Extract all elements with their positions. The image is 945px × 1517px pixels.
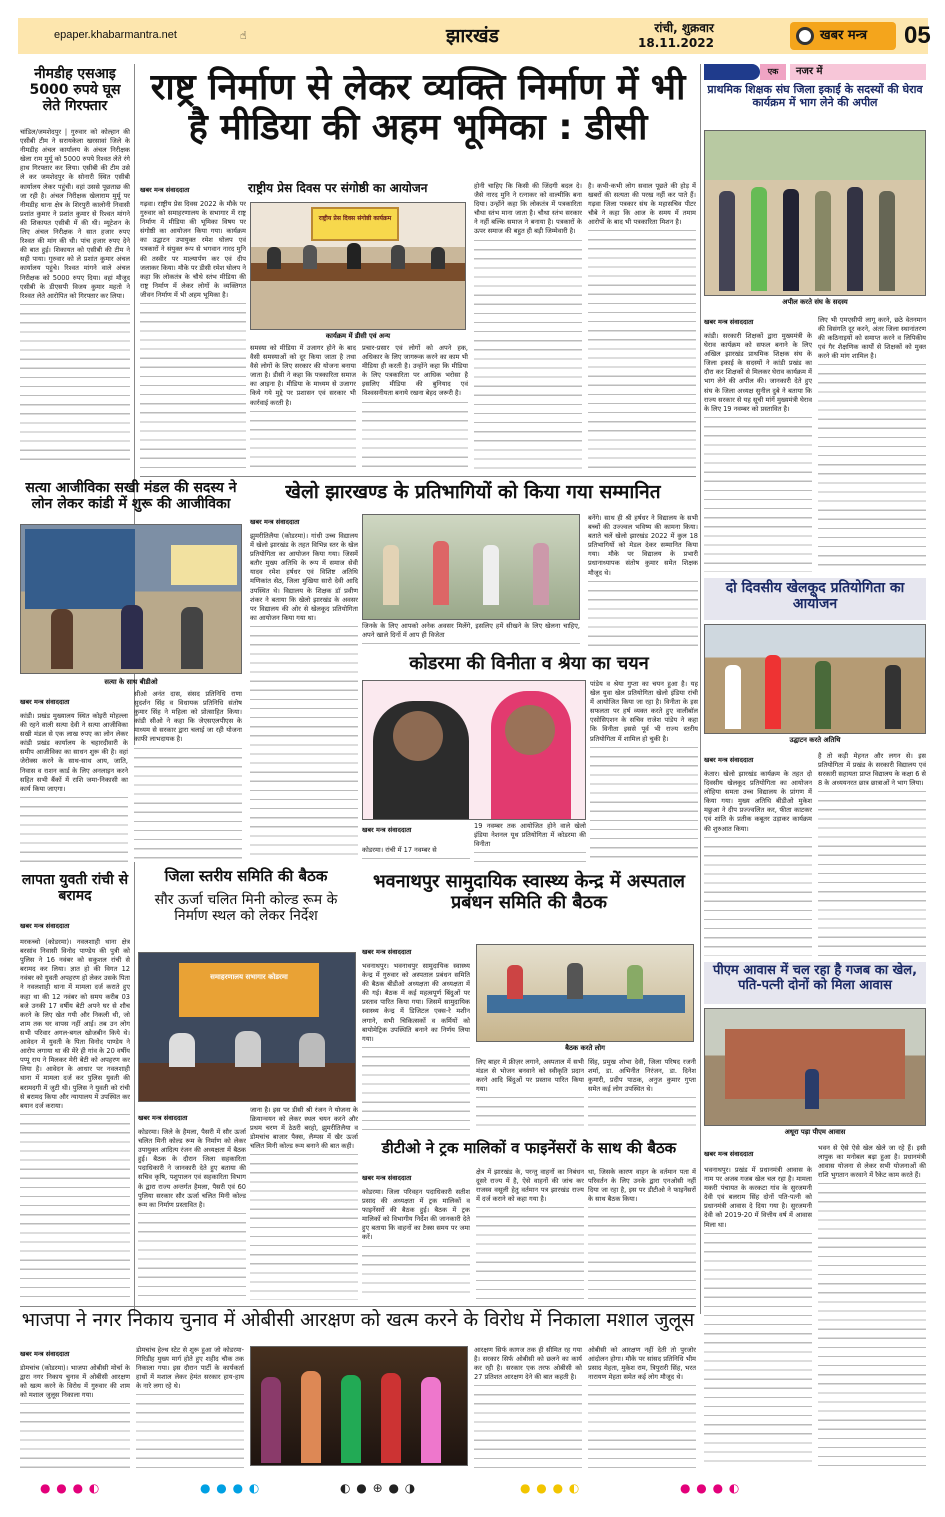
story-body: बनेंगे। साथ ही श्री हर्षधर ने विद्यालय के सभी बच्चों की उज्ज्वल भविष्य की कामना किया। बताते चलें खेलो झारखंड 2022 में कुल 18 प्रतिभागियों को मेडल देकर सम्मानित किया गया। मौके पर विद्यालय के प्रभारी प्रधानाध्यापक संतोष कुमार समेत शिक्षक मौजूद थे। [588, 514, 698, 650]
story-headline[interactable]: नीमडीह एसआइ 5000 रुपये घूस लेते गिरफ्तार [29, 66, 121, 115]
hall-banner: समाहरणालय सभागार कोडरमा [179, 963, 319, 1017]
print-registration-marks: ● ● ● ◐ [200, 1481, 261, 1495]
divider [140, 476, 696, 477]
story-headline[interactable]: डीटीओ ने ट्रक मालिकों व फाइनेंसरों के साथ की बैठक [381, 1139, 677, 1157]
story-body: केतार। खेलो झारखंड कार्यक्रम के तहत दो दिवसीय खेलकूद प्रतियोगिता का आयोजन लोहिया समता उच्च विद्यालय के प्रांगण में किया गया। मुख्य अतिथि बीडीओ मुकेश मछुआ ने दीप प्रज्ज्वलित कर, फीता काटकर एवं शांति के प्रतीक कबूतर उड़ाकर कार्यक्रम की शुरुआत किया। [704, 770, 812, 956]
story-body: जाना है। इस पर डीसी श्री रंजन ने योजना के क्रियान्वयन को लेकर स्थल चयन करने और प्रथम चरण में ठेठरी बरहो, झुमरीतिलैया व डोमचांच बाजार पैक्स, लैम्पस में खैर ऊर्जा चलित मिनी कोल्ड रूम बनाने की बात कही। [250, 1106, 358, 1300]
group-photo [704, 130, 926, 296]
photo-caption: कार्यक्रम में डीसी एवं अन्य [325, 332, 391, 340]
story-body: होनी चाहिए कि किसी की जिंदगी बदल दे। जैसे नारद मुनि ने रत्नाकर को वाल्मीकि बना दिया। उन्होंने कहा कि लोकतंत्र में पत्रकारिता चौथा स्तंभ माना जाता है। चौथा स्तंभ सरकार ने नहीं बल्कि समाज ने बनाया है। पत्रकारों के ऊपर समाज की बहुत ही बड़ी जिम्मेवारी है। [474, 182, 582, 472]
byline: खबर मन्त्र संवाददाता [362, 1174, 412, 1182]
photo-caption: बैठक करते लोग [565, 1044, 605, 1052]
story-body: आरक्षण सिर्फ कागज तक ही सीमित रह गया है। सरकार सिर्फ ओबीसी को छलने का कार्य कर रही है। सरकार एक तरफ ओबीसी को 27 प्रतिशत आरक्षण देने की बात कहती है। [474, 1346, 582, 1468]
byline: खबर मन्त्र संवाददाता [704, 318, 754, 326]
story-body: भवन से ऐसे ऐसे खेल खेले जा रहे हैं। इसी लापुक का मनोबल बढ़ा हुआ है। प्रधानमंत्री आवास योजना से लेकर सभी योजनाओं की राशि भुगतान करवाने में रैकेट काम करते हैं। [818, 1144, 926, 1466]
byline: खबर मन्त्र संवाददाता [138, 1114, 188, 1122]
issue-date: 18.11.2022 [638, 36, 714, 50]
story-headline[interactable]: भवनाथपुर सामुदायिक स्वास्थ्य केन्द्र में अस्पताल प्रबंधन समिति की बैठक [373, 871, 685, 913]
sub-headline: राष्ट्रीय प्रेस दिवस पर संगोष्ठी का आयोजन [248, 181, 428, 195]
story-body: 19 नवम्बर तक आयोजित होने वाले खेलो इंडिया नेशनल यूथ प्रतियोगिता में कोडरमा की विनीता [474, 822, 586, 862]
story-body: क्षेत्र में झारखंड के, परन्तु वाहनों का निबंधन दूसरे राज्य में है, ऐसे वाहनों की जांच कर राजस्व वसूली हेतु वर्तमान पत्र झारखंड राज्य में दर्ज कराने को कहा गया है। [476, 1168, 584, 1300]
story-body: भवनाथपुर। प्रखंड में प्रधानमंत्री आवास के नाम पर अजब गजब खेल चल रहा है। मामला मकरी पंचायत के करकटा गांव के सुरजमनी देवी एवं बलराम सिंह दोनों पति-पत्नी को प्रधानमंत्री आवास दे दिया गया है। सुरजमनी देवी को 2019-20 में वित्तीय वर्ष में आवास मिला था। [704, 1166, 812, 1466]
byline: खबर मन्त्र संवाददाता [20, 1350, 70, 1358]
brand-logo-icon [796, 27, 814, 45]
house-photo [704, 1008, 926, 1126]
story-body: जिनके के लिए आपको अनेक अवसर मिलेंगे, इसलिए हमें सीखने के लिए खेलना चाहिए, अपने खाले दिनों में आप ही विजेता [362, 622, 580, 648]
story-headline[interactable]: खेलो झारखण्ड के प्रतिभागियों को किया गया सम्मानित [285, 481, 661, 503]
meeting-photo [138, 952, 356, 1102]
photo-caption: उद्घाटन करते अतिथि [789, 736, 841, 744]
story-body: समस्या को मीडिया में उजागर होने के बाद वैसी समस्याओं को दूर किया जाता है तथा वैसे लोगों के लिए सरकार की योजना बनाया जाता है। डीसी ने कहा कि पत्रकारिता समाज का आइना है। मीडिया के माध्यम से उजागर किये गये मुद्दे पर प्रशासन एवं सरकार भी कार्रवाई करती है। [250, 344, 356, 472]
site-url[interactable]: epaper.khabarmantra.net [54, 29, 177, 41]
ek-tag: एक [760, 64, 786, 80]
story-body: लिए भी एमएसीपी लागू करने, छठे वेतनमान की विसंगति दूर करने, अंतर जिला स्थानांतरण की कठिनाइयों को समाप्त करने व लिपिकीय एवं गैर शैक्षणिक कार्यों से शिक्षकों को मुक्त करने की मांग शामिल है। [818, 316, 926, 572]
section-tag: नजर में [790, 64, 926, 80]
column-rule [700, 64, 701, 1314]
photo-caption: अपील करते संघ के सदस्य [782, 298, 848, 306]
event-photo [250, 202, 466, 330]
award-photo [362, 514, 580, 620]
print-registration-marks: ● ● ● ◐ [520, 1481, 581, 1495]
byline: खबर मन्त्र संवाददाता [20, 698, 70, 706]
photo-caption: अधूरा पड़ा पीएम आवास [784, 1128, 846, 1136]
cursor-icon: ☝ [240, 29, 247, 42]
print-registration-marks: ● ● ● ◐ [680, 1481, 741, 1495]
lead-headline[interactable]: राष्ट्र निर्माण से लेकर व्यक्ति निर्माण में भी है मीडिया की अहम भूमिका : डीसी [150, 67, 686, 148]
masthead [18, 18, 931, 54]
story-body: गढ़वा। राष्ट्रीय प्रेस दिवस 2022 के मौके पर गुरुवार को समाहरणालय के सभागार में राष्ट्र निर्माण में मीडिया की भूमिका विषय पर संगोष्ठी का आयोजन किया गया। कार्यक्रम का उद्घाटन उपायुक्त रमेश घोलप एवं पत्रकारों ने संयुक्त रूप से भगवान नारद मुनि की तस्वीर पर माल्यार्पण कर एवं दीप जलाकर किया। मौके पर डीसी रमेश घोलप ने कहा कि लोकतंत्र के चौथे स्तंभ मीडिया की राष्ट्र निर्माण में लेकर लोगों के व्यक्तिगत जीवन निर्माण में भी अहम भूमिका है। [140, 200, 246, 470]
byline: खबर मन्त्र संवाददाता [362, 948, 412, 956]
story-headline[interactable]: कोडरमा की विनीता व श्रेया का चयन [409, 653, 649, 674]
story-headline[interactable]: प्राथमिक शिक्षक संघ जिला इकाई के सदस्यों की घेराव कार्यक्रम में भाग लेने की अपील [707, 83, 923, 109]
story-headline[interactable]: लापता युवती रांची से बरामद [21, 872, 129, 905]
story-body: कोडरमा। रांची में 17 नवम्बर से [362, 846, 470, 862]
sports-photo [704, 624, 926, 734]
story-body: भवनाथपुर। भवनाथपुर सामुदायिक स्वास्थ्य केन्द्र में गुरुवार को अस्पताल प्रबंधन समिति की बैठक बीडीओ अध्यक्षता की अध्यक्षता में की गई। बैठक में कई महत्वपूर्ण बिंदुओं पर प्रस्ताव पारित किया गया। जिसमें सामुदायिक स्वास्थ्य केन्द्र में डिजिटल एक्स-रे मशीन लगाने, सभी चिकित्सकों व कर्मियों को बायोमेट्रिक उपस्थिति बनाने का निर्णय लिया गया। [362, 962, 470, 1132]
column-rule [134, 64, 135, 1314]
photo-caption: सत्या के साथ बीडीओ [104, 678, 158, 686]
story-body: कांडी। सरकारी शिक्षकों द्वारा मुख्यमंत्री के घेराव कार्यक्रम को सफल बनाने के लिए अखिल झारखंड प्राथमिक शिक्षक संघ के जिला इकाई के सदस्यों ने कांडी प्रखंड का दौरा कर शिक्षकों से मिलकर घेराव कार्यक्रम में भाग लेने की अपील की। जानकारी देते हुए संघ के जिला अध्यक्ष सुनील दुबे ने बताया कि राज्य सरकार से यह सूची मांगें मुख्यमंत्री घेराव के लिए 19 नवम्बर को प्रस्तावित है। [704, 332, 812, 572]
dateline [638, 21, 714, 51]
story-headline[interactable]: भाजपा ने नगर निकाय चुनाव में ओबीसी आरक्षण को खत्म करने के विरोध में निकाला मशाल जुलूस [21, 1309, 695, 1331]
event-banner: राष्ट्रीय प्रेस दिवस संगोष्ठी कार्यक्रम [311, 207, 399, 241]
story-body: झुमरीतिलैया (कोडरमा)। गांधी उच्च विद्यालय में खेलो झारखंड के तहत विभिन्न स्तर के खेल प्रतियोगिता का आयोजन किया गया। जिसमें बतौर मुख्य अतिथि के रूप में समाज सेवी यादव रमेश हर्षधर एवं विशिष्ट अतिथि मणिकांत सेठ, जिला मुखिया सारो देवी आदि उपस्थित थे। विद्यालय के शिक्षक डॉ प्रवीण शंकर ने बताया कि खेलो झारखंड के अवसर पर विद्यालय की ओर से खेलकूद प्रतियोगिता का आयोजन किया गया था। [250, 532, 358, 862]
story-body: सिंह, प्रमुख शोभा देवी, जिला परिषद रजनी शर्मा, डा. अभिनीत निरंजन, डा. दिनेश कुमारी, प्रदीप पाठक, अनुज कुमार गुप्ता समेत कई लोग उपस्थित थे। [588, 1058, 696, 1132]
story-body: मरकच्चो (कोडरमा)। नवलशाही थाना क्षेत्र बरसांव निवासी विनोद पाण्डेय की पुत्री को पुलिस ने 16 नवंबर को सकुशल रांची से बरामद कर लिया। ज्ञात हो की विगत 12 नवंबर को युवती अपहरण हो लेकर उसके पिता ने नवलशाही थाना में मामला दर्ज कराते हुए कहा था की 12 नवंबर को समय करीब 03 बजे उनकी 17 वर्षीय बेटी अपने घर से शौच करने के लिए खेत गयी और निकली थी, जो शाम तक घर वापस नहीं आई। तब उन लोग सभी परिवार अगल-बगल खोजबीन किये थे। आवेदन में युवती के पिता विनोद पाण्डेय ने आरोप लगाया था की मेरे ही गांव के 20 वर्षीय पप्पू राय ने मिलकर मेरी बेटी को अपहरण कर लिया है। आवेदन के आधार पर नवलशाही थाना में मामला दर्ज कर पुलिस युवती की बरामदगी में जुटी थी। पुलिस ने युवती को रांची से बरामद किया और न्यायालय में उपस्थित कर बयान दर्ज कराया। [20, 938, 130, 1298]
byline: खबर मन्त्र संवाददाता [20, 922, 70, 930]
story-body: डोमचांच (कोडरमा)। भाजपा ओबीसी मोर्चा के द्वारा नगर निकाय चुनाव में ओबीसी आरक्षण को खत्म करने के विरोध में गुरुवार की शाम को मशाल जुलूस निकाला गया। [20, 1364, 130, 1468]
section-title: झारखंड [446, 25, 499, 47]
story-headline[interactable]: सत्या आजीविका सखी मंडल की सदस्य ने लोन लेकर कांडी में शुरू की आजीविका [25, 480, 237, 513]
story-body: है। कभी-कभी लोग सवाल पूछते की होड़ में खबरों की सत्यता की परख नहीं कर पाते हैं। गढ़वा जिला पत्रकार संघ के महासचिव पीटर चौबे ने कहा कि आज के समय में तमाम आरोपों के बाद भी पत्रकारिता मिशन है। [588, 182, 696, 472]
divider [20, 1306, 696, 1307]
story-body: सीओ अनंत दास, संसद प्रतिनिधि राणा सुदर्शन सिंह व विधायक प्रतिनिधि संतोष कुमार सिंह ने महिला को प्रोत्साहित किया। कांडी सीओ ने कहा कि जेएसएलपीएस के माध्यम से सरकार द्वारा चलाई जा रही योजना काफी लाभदायक है। [134, 690, 242, 862]
page-number: 05 [904, 22, 931, 49]
story-body: डोमचांच हेल्थ स्टेट से शुरू हुआ जो कोडरमा-गिरिडीह मुख्य मार्ग होते हुए शहीद चौक तक निकाला गया। इस दौरान पार्टी के कार्यकर्ता हाथों में मशाल लेकर हेमंत सरकार हाय-हाय के नारे लगा रहे थे। [136, 1346, 244, 1468]
byline: खबर मन्त्र संवाददाता [250, 518, 300, 526]
section-logo [704, 64, 760, 80]
story-body: है तो कड़ी मेहनत और लगन से। इस प्रतियोगिता में प्रखंड के सरकारी विद्यालय एवं सरकारी सहायता प्राप्त विद्यालय के कक्षा 6 से 8 के अध्ययनरत छात्र छात्राओं ने भाग लिया। [818, 752, 926, 956]
story-body: लिए बाहर में फ्रीज़र लगाने, अस्पताल में सभी मंडल से भोजन बनवाने को स्वीकृति प्रदान करने आदि बिंदुओं पर प्रस्ताव पारित किया गया। [476, 1058, 584, 1132]
story-body: प्रचार-प्रसार एवं लोगों को अपने हक, अधिकार के लिए जागरूक करने का काम भी मीडिया ही करती है। उन्होंने कहा कि मीडिया के लिए पत्रकारिता पर आधिक भरोसा है इसलिए मीडिया की बुनियाद एवं विश्वसनीयता बनाये रखना बेहद जरूरी है। [362, 344, 468, 472]
story-body: कोडरमा। जिला परिवहन पदाधिकारी सतीश प्रसाद की अध्यक्षता में ट्रक मालिकों व फाइनेंसरों की बैठक हुई। बैठक में ट्रक मालिकों को विभागीय निर्देश की जानकारी देते हुए बताया कि वाहनों का टैक्स समय पर जमा करें। [362, 1188, 470, 1300]
byline: खबर मन्त्र संवाददाता [704, 756, 754, 764]
story-body: पांडेय व श्रेया गुप्ता का चयन हुआ है। यह खेल युवा खेल प्रतियोगिता खेलो इंडिया रांची में आयोजित किया जा रहा है। विनीता के इस सफलता पर हर्ष व्यक्त करते हुए वालीबॉल एसोसिएशन के सचिव राजेश पांडेय ने कहा कि विनीता इससे पूर्व भी राज्य स्तरीय प्रतियोगिता में शामिल हो चुकी है। [590, 680, 698, 862]
byline: खबर मन्त्र संवाददाता [704, 1150, 754, 1158]
hospital-meeting-photo [476, 944, 694, 1042]
shop-photo [20, 524, 242, 674]
athletes-photo [362, 680, 586, 820]
brand-badge [790, 22, 896, 50]
print-registration-marks: ◐ ● ⊕ ● ◑ [340, 1481, 417, 1495]
story-headline[interactable]: पीएम आवास में चल रहा है गजब का खेल, पति-पत्नी दोनों को मिला आवास [712, 963, 918, 993]
story-body: चांडिल/जमशेदपुर | गुरुवार को कोल्हान की एसीबी टीम ने सरायकेला खरसावां जिले के नीमडीह अंचल कार्यालय के अंचल निरीक्षक खेला राम मुर्मू को 5000 रुपये रिश्वत लेते रंगे हाथ गिरफ्तार कर लिया। एसीबी की टीम उसे ले कर जमशेदपुर के सोनारी स्थित एसीबी कार्यालय लेकर पहुंची। वहां उससे पूछताछ की जा रही है। अंचल निरीक्षक खेलाराम मुर्मू पर नीमडीह थाना क्षेत्र के शिरपुरी कालोनी निवासी प्रशांत कुमार ने प्रशांत कुमार से रिश्वत मांगने की शिकायत एसीबी में की थी। म्यूटेशन के लिए अंचल निरीक्षक ने सात हजार रुपए रिश्वत की मांग की थी। पांच हजार रुपए देने की बात हुई। शिकायत को एसीबी की टीम ने सही पाया। गुरुवार को ले प्रशांत कुमार अंचल कार्यालय पहुंचे। रिश्वत मांगने वाले अंचल निरीक्षक को 5000 रुपए दिया। वहां मौजूद एसीबी के डीएसपी विजय कुमार महतो ने रिश्वत लेते आरोपित को गिरफ्तार कर लिया। [20, 128, 130, 466]
city-day: रांची, शुक्रवार [654, 21, 714, 35]
byline: खबर मन्त्र संवाददाता [140, 186, 190, 194]
print-registration-marks: ● ● ● ◐ [40, 1481, 101, 1495]
story-body: कोडरमा। जिले के हैमला, पैसरी में सौर ऊर्जा चलित मिनी कोल्ड रूम के निर्माण को लेकर उपायुक्त आदित्य रंजन की अध्यक्षता में बैठक हुई। बैठक के दौरान जिला सहकारिता पदाधिकारी ने जानकारी देते हुए बताया की सचिव कृषि, पशुपालन एवं सहकारिता विभाग के द्वारा राज्य अन्तर्गत हैमला, पैसरी एवं 60 पुलिया सरकार सौर ऊर्जा चलित मिनी कोल्ड रूम का निर्माण प्रस्तावित है। [138, 1128, 246, 1300]
story-body: कांडी। प्रखंड मुख्यालय स्थित कोइरी मोहल्ला की रहने वाली सत्या देवी ने सत्या आजीविका सखी मंडल से एक लाख रुपए का लोन लेकर कांडी प्रखंड कार्यालय के चहारदीवारी के समीप आजीविका का साधन शुरू की है। वहां जेरोक्स करने के साथ-साथ आय, जाति, निवास व राशन कार्ड के लिए अनलाइन करने सहित सभी बैंकों में राशि जमा-निकासी का कार्य किया जाएगा। [20, 712, 128, 862]
rally-photo [250, 1346, 468, 1466]
story-headline[interactable]: दो दिवसीय खेलकूद प्रतियोगिता का आयोजन [725, 580, 905, 613]
story-subheadline: सौर ऊर्जा चलित मिनी कोल्ड रूम के निर्माण स्थल को लेकर निर्देश [154, 892, 338, 925]
story-headline[interactable]: जिला स्तरीय समिति की बैठक [164, 867, 328, 885]
byline: खबर मन्त्र संवाददाता [362, 826, 412, 834]
story-body: था, जिसके कारण वाहन के वर्तमान पता में परिवर्तन के लिए उनके द्वारा एनओसी नहीं दिया जा रहा है, इस पर डीटीओ ने फाइनेंसरों के साथ बैठक किया। [588, 1168, 696, 1300]
story-body: ओबीसी को आरक्षण नहीं देती तो पुरजोर आंदोलन होगा। मौके पर सांसद प्रतिनिधि भीम प्रसाद मेहता, मुकेश राम, त्रिपुरारी सिंह, भरत नारायण मेहता समेत कई लोग मौजूद थे। [588, 1346, 696, 1468]
brand-name: खबर मन्त्र [820, 28, 868, 44]
